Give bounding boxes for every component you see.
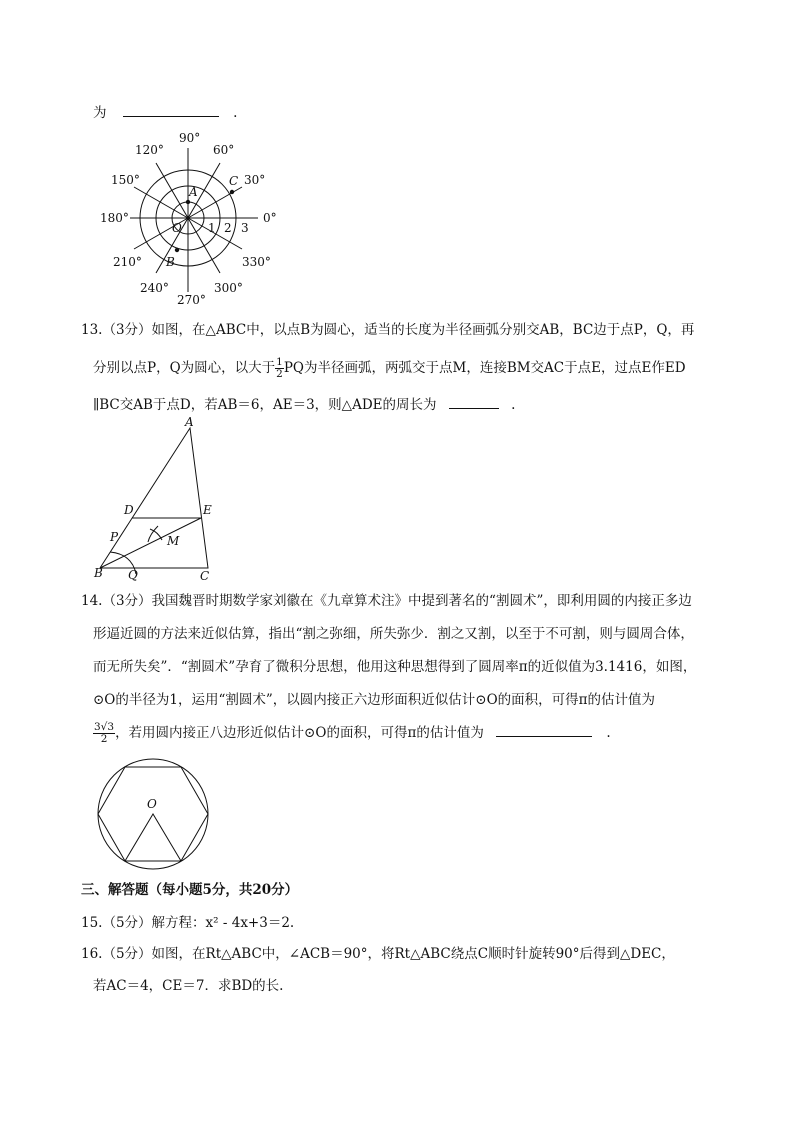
q13-line-2-a: 分别以点P，Q为圆心，以大于: [93, 360, 276, 376]
vertex-label: E: [203, 503, 212, 517]
angle-label: 180°: [100, 211, 129, 225]
angle-label: 270°: [177, 293, 206, 306]
vertex-label: P: [110, 530, 119, 544]
q15-text: 15.（5分）解方程：x² - 4x+3＝2.: [81, 915, 295, 931]
q16-line-1: 16.（5分）如图，在Rt△ABC中，∠ACB＝90°，将Rt△ABC绕点C顺时针旋转90°后得到△DEC，: [81, 946, 675, 962]
q13-line-3-text: ∥BC交AB于点D，若AB＝6，AE＝3，则△ADE的周长为: [93, 397, 437, 413]
q13-frac-num: 1: [276, 356, 283, 368]
angle-label: 120°: [135, 143, 164, 157]
q13-line-2-b: PQ为半径画弧，两弧交于点M，连接BM交AC于点E，过点E作ED: [283, 360, 686, 376]
angle-label: 90°: [179, 131, 201, 145]
vertex-label: D: [124, 503, 134, 517]
q14-line-1: 14.（3分）我国魏晋时期数学家刘徽在《九章算术注》中提到著名的“割圆术”，即利用圆的内接正多边: [81, 593, 692, 609]
q12-answer-line: [93, 102, 237, 122]
hexagon-circle-figure: [92, 758, 216, 870]
q14-frac-num: 3√3: [94, 721, 115, 733]
q13-fraction: [275, 357, 284, 380]
q14-line-4: ⊙O的半径为1，运用“割圆术”，以圆内接正六边形面积近似估计⊙O的面积，可得π的估计值为: [93, 692, 656, 708]
q14-line-2: 形逼近圆的方法来近似估算，指出“割之弥细，所失弥少．割之又割，以至于不可割，则与圆周合体，: [93, 626, 694, 642]
angle-label: 330°: [242, 255, 271, 269]
point-label: O: [172, 221, 182, 235]
q13-frac-den: 2: [276, 368, 283, 380]
q12-prefix: 为: [93, 105, 107, 121]
angle-label: 60°: [213, 143, 235, 157]
vertex-label: B: [94, 566, 103, 580]
vertex-label: Q: [128, 568, 138, 582]
vertex-label: C: [200, 569, 210, 583]
q14-answer-blank[interactable]: [496, 722, 592, 737]
q13-answer-blank[interactable]: [449, 394, 499, 409]
q14-line-5-end: .: [606, 725, 611, 741]
q12-suffix: .: [233, 105, 238, 121]
angle-label: 150°: [111, 173, 140, 187]
q13-line-2: [93, 357, 686, 380]
angle-label: 300°: [214, 281, 243, 295]
point-label: C: [229, 174, 239, 188]
angle-label: 240°: [140, 281, 169, 295]
radius-label: 2: [224, 221, 232, 235]
q16-line-2: 若AC＝4，CE＝7．求BD的长.: [93, 978, 284, 994]
q14-line-5: [93, 722, 611, 745]
q13-line-1: 13.（3分）如图，在△ABC中，以点B为圆心，适当的长度为半径画弧分别交AB，BC边于点P，Q，再: [81, 322, 695, 338]
radius-label: 1: [208, 221, 216, 235]
q14-frac-den: 2: [100, 733, 108, 745]
vertex-label: M: [167, 534, 180, 548]
q12-answer-blank[interactable]: [123, 102, 219, 117]
q13-line-3: [93, 394, 515, 414]
angle-label: 0°: [263, 211, 277, 225]
triangle-figure: [88, 414, 228, 586]
section-3-heading: 三、解答题（每小题5分，共20分）: [81, 882, 299, 898]
q14-fraction: [93, 722, 115, 745]
q14-line-5-text: ，若用圆内接正八边形近似估计⊙O的面积，可得π的估计值为: [115, 725, 484, 741]
q13-line-3-end: .: [511, 397, 516, 413]
radius-label: 3: [241, 221, 249, 235]
vertex-label: A: [185, 415, 194, 429]
angle-label: 30°: [244, 173, 266, 187]
q14-line-3: 而无所失矣”．“割圆术”孕育了微积分思想，他用这种思想得到了圆周率π的近似值为3.1416，如图，: [93, 659, 697, 675]
center-o-label: O: [147, 797, 157, 811]
angle-label: 210°: [113, 255, 142, 269]
point-label: B: [166, 255, 175, 269]
point-label: A: [189, 185, 198, 199]
polar-coordinate-figure: [100, 126, 290, 306]
